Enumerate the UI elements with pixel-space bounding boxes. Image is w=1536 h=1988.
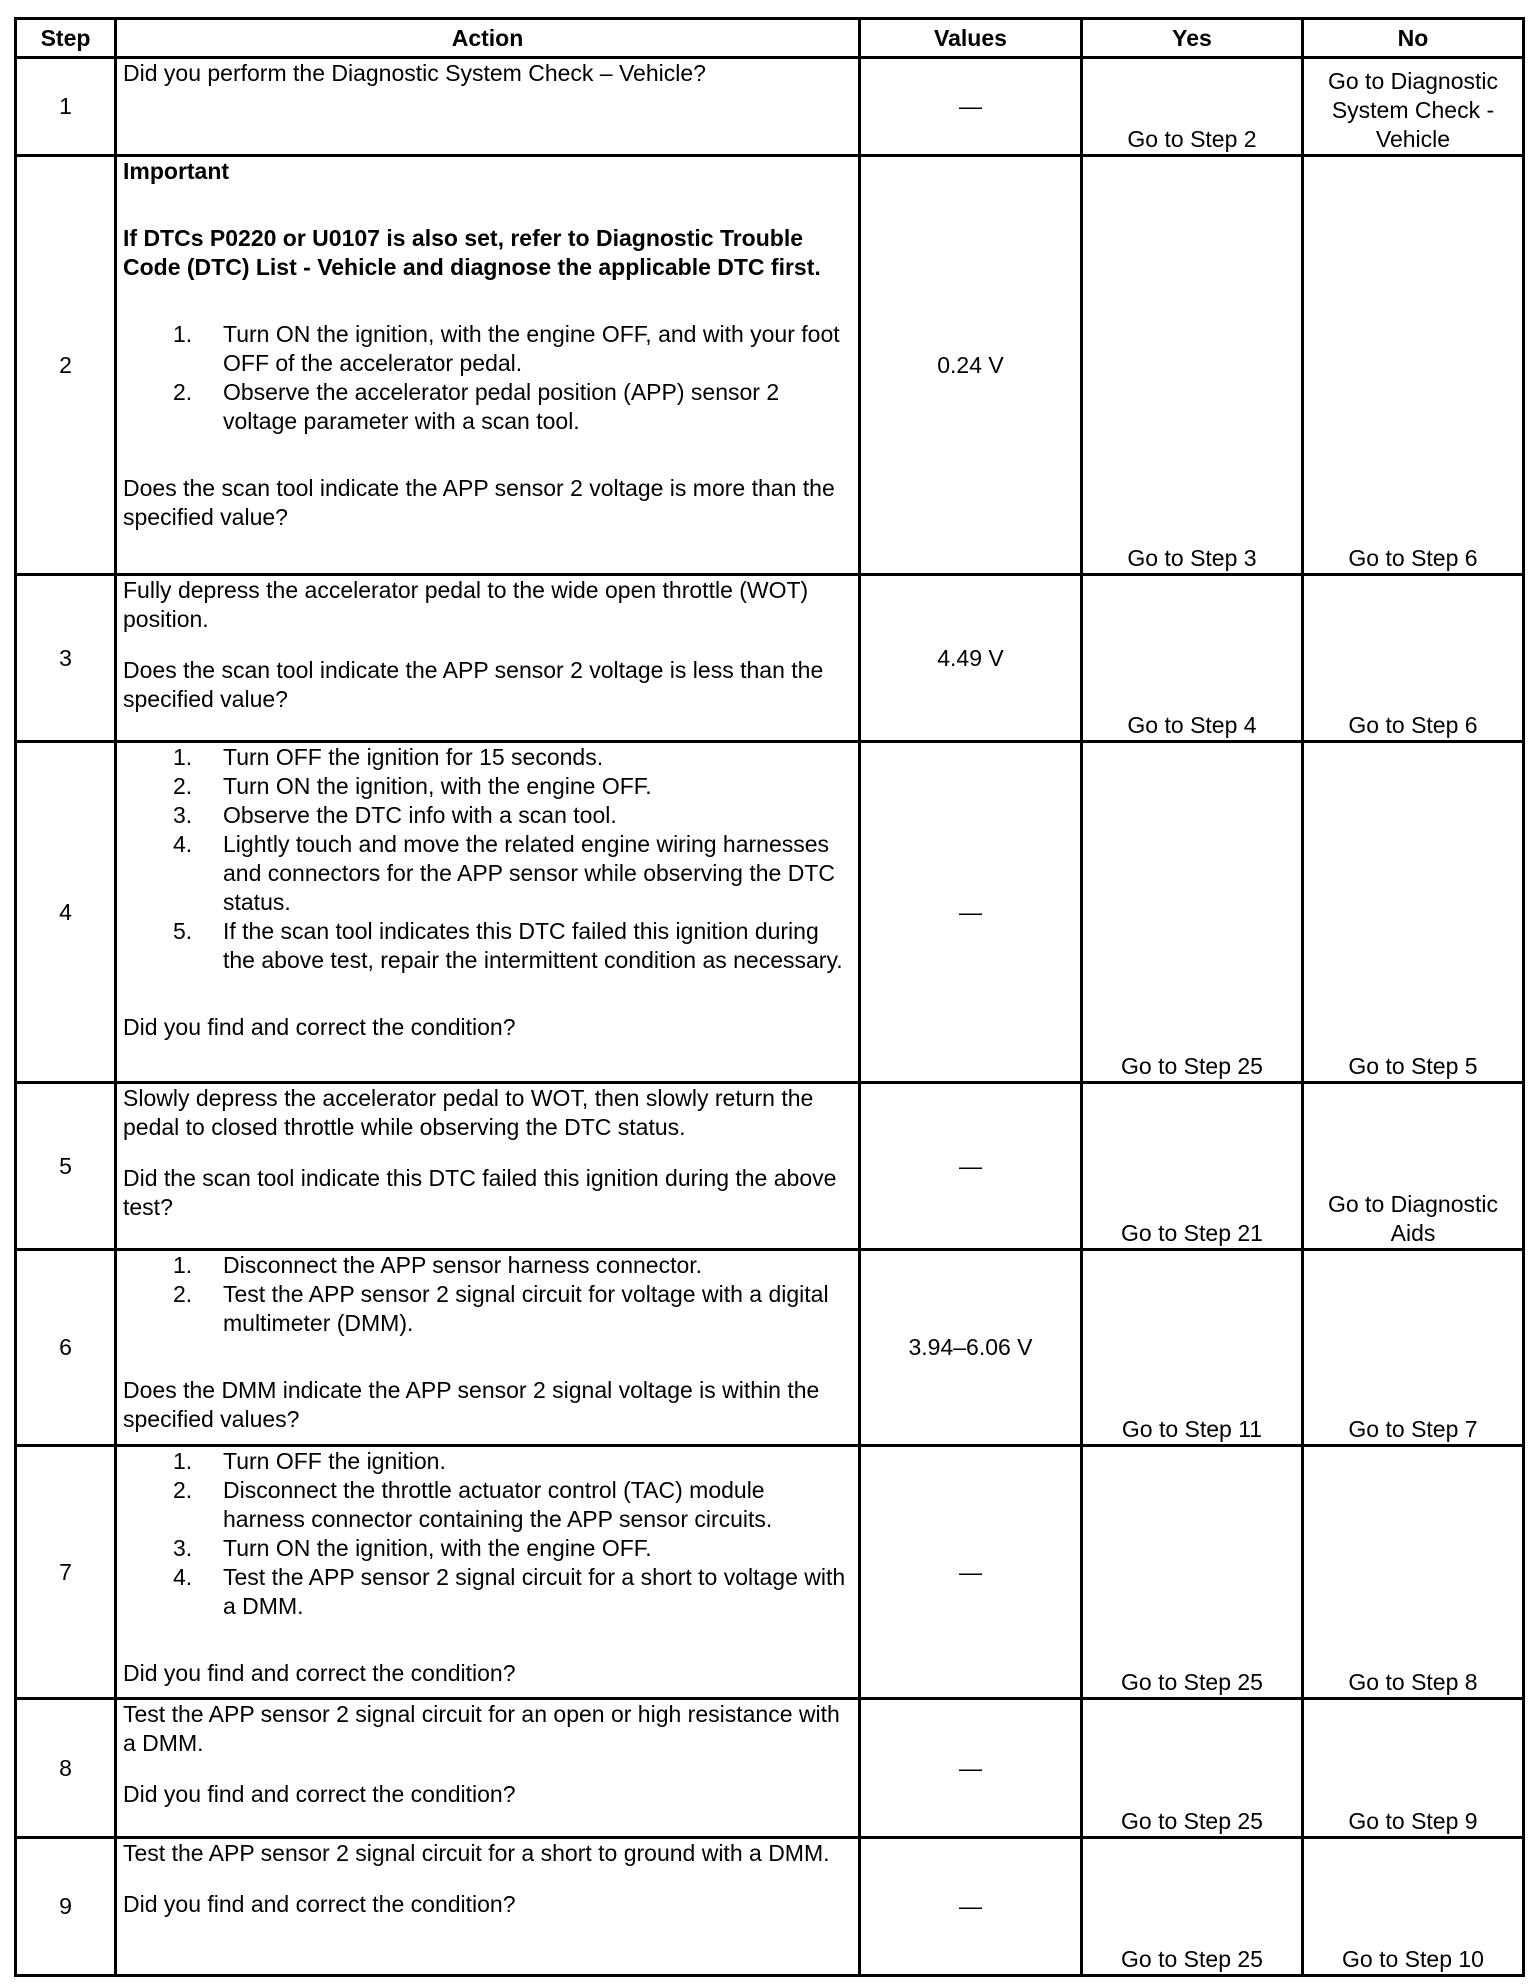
header-action: Action — [116, 19, 860, 58]
action-question: Did you perform the Diagnostic System Check – Vehicle? — [123, 60, 706, 86]
list-item: 5. If the scan tool indicates this DTC failed this ignition during the above test, repair the intermittent condition as necessary. — [173, 918, 843, 974]
step-number: 1 — [16, 58, 116, 156]
value-cell: — — [860, 1837, 1082, 1975]
important-heading: Important — [123, 158, 230, 185]
yes-cell: Go to Step 25 — [1082, 1699, 1303, 1837]
step-number: 7 — [16, 1445, 116, 1699]
value-cell: — — [860, 1445, 1082, 1699]
yes-cell: Go to Step 25 — [1082, 1837, 1303, 1975]
list-item: 2. Test the APP sensor 2 signal circuit for voltage with a digital multimeter (DMM). — [173, 1281, 829, 1337]
table-row-step-8 — [16, 1699, 1524, 1837]
list-item: 1. Turn ON the ignition, with the engine OFF, and with your foot OFF of the accelerator pedal. — [173, 321, 840, 377]
action-cell — [116, 742, 860, 1083]
value-cell: — — [860, 742, 1082, 1083]
action-intro: Fully depress the accelerator pedal to the wide open throttle (WOT) position. — [123, 577, 809, 633]
important-text: If DTCs P0220 or U0107 is also set, refer to Diagnostic Trouble Code (DTC) List - Vehicle and diagnose the applicable DTC first. — [123, 225, 821, 281]
table-row-step-9 — [16, 1837, 1524, 1975]
yes-cell: Go to Step 25 — [1082, 742, 1303, 1083]
list-item: 3. Observe the DTC info with a scan tool. — [173, 802, 617, 829]
action-cell — [116, 1837, 860, 1975]
table-header-row — [16, 19, 1524, 58]
action-cell — [116, 1699, 860, 1837]
action-steps-list — [123, 743, 852, 975]
yes-cell: Go to Step 2 — [1082, 58, 1303, 156]
step-number: 6 — [16, 1250, 116, 1445]
list-item: 3. Turn ON the ignition, with the engine OFF. — [173, 1534, 652, 1561]
table-row-step-1 — [16, 58, 1524, 156]
action-question: Does the scan tool indicate the APP sensor 2 voltage is more than the specified value? — [123, 475, 835, 531]
action-cell — [116, 1445, 860, 1699]
action-intro: Slowly depress the accelerator pedal to WOT, then slowly return the pedal to closed throttle while observing the DTC status. — [123, 1085, 814, 1141]
no-cell: Go to Step 8 — [1303, 1445, 1524, 1699]
action-question: Did the scan tool indicate this DTC failed this ignition during the above test? — [123, 1165, 837, 1221]
list-item: 2. Disconnect the throttle actuator control (TAC) module harness connector containing the APP sensor circuits. — [173, 1476, 773, 1532]
table-row-step-5 — [16, 1083, 1524, 1250]
yes-cell: Go to Step 11 — [1082, 1250, 1303, 1445]
yes-cell: Go to Step 25 — [1082, 1445, 1303, 1699]
list-item: 1. Turn OFF the ignition for 15 seconds. — [173, 744, 604, 771]
table-row-step-2 — [16, 156, 1524, 575]
table-row-step-3 — [16, 575, 1524, 742]
diagnostic-table — [14, 17, 1525, 1977]
header-no: No — [1303, 19, 1524, 58]
action-steps-list — [123, 1251, 852, 1338]
step-number: 4 — [16, 742, 116, 1083]
table-row-step-6 — [16, 1250, 1524, 1445]
action-cell — [116, 1083, 860, 1250]
table-row-step-4 — [16, 742, 1524, 1083]
yes-cell: Go to Step 3 — [1082, 156, 1303, 575]
action-intro: Test the APP sensor 2 signal circuit for an open or high resistance with a DMM. — [123, 1701, 840, 1757]
action-cell — [116, 1250, 860, 1445]
header-yes: Yes — [1082, 19, 1303, 58]
no-cell: Go to Step 6 — [1303, 156, 1524, 575]
header-step: Step — [16, 19, 116, 58]
list-item: 1. Turn OFF the ignition. — [173, 1447, 446, 1474]
no-cell: Go to Diagnostic System Check - Vehicle — [1303, 58, 1524, 156]
list-item: 4. Lightly touch and move the related engine wiring harnesses and connectors for the APP sensor while observing the DTC status. — [173, 831, 835, 916]
value-cell: — — [860, 58, 1082, 156]
yes-cell: Go to Step 21 — [1082, 1083, 1303, 1250]
action-cell — [116, 575, 860, 742]
no-cell: Go to Step 5 — [1303, 742, 1524, 1083]
step-number: 3 — [16, 575, 116, 742]
list-item: 2. Observe the accelerator pedal position (APP) sensor 2 voltage parameter with a scan tool. — [173, 379, 780, 435]
list-item: 4. Test the APP sensor 2 signal circuit for a short to voltage with a DMM. — [173, 1563, 846, 1619]
action-question: Did you find and correct the condition? — [123, 1014, 516, 1041]
value-cell: 4.49 V — [860, 575, 1082, 742]
header-values: Values — [860, 19, 1082, 58]
action-intro: Test the APP sensor 2 signal circuit for a short to ground with a DMM. — [123, 1839, 830, 1866]
step-number: 2 — [16, 156, 116, 575]
no-cell: Go to Step 6 — [1303, 575, 1524, 742]
value-cell: 0.24 V — [860, 156, 1082, 575]
value-cell: 3.94–6.06 V — [860, 1250, 1082, 1445]
table-row-step-7 — [16, 1445, 1524, 1699]
step-number: 5 — [16, 1083, 116, 1250]
action-steps-list — [123, 1447, 852, 1621]
no-cell: Go to Step 9 — [1303, 1699, 1524, 1837]
value-cell: — — [860, 1699, 1082, 1837]
action-question: Does the DMM indicate the APP sensor 2 signal voltage is within the specified values? — [123, 1377, 820, 1433]
step-number: 9 — [16, 1837, 116, 1975]
no-cell: Go to Diagnostic Aids — [1303, 1083, 1524, 1250]
yes-cell: Go to Step 4 — [1082, 575, 1303, 742]
list-item: 2. Turn ON the ignition, with the engine OFF. — [173, 773, 652, 800]
action-steps-list — [123, 320, 852, 436]
action-question: Did you find and correct the condition? — [123, 1890, 516, 1917]
no-cell: Go to Step 10 — [1303, 1837, 1524, 1975]
no-cell: Go to Step 7 — [1303, 1250, 1524, 1445]
action-question: Did you find and correct the condition? — [123, 1781, 516, 1808]
action-cell — [116, 58, 860, 156]
list-item: 1. Disconnect the APP sensor harness connector. — [173, 1252, 703, 1279]
action-cell — [116, 156, 860, 575]
step-number: 8 — [16, 1699, 116, 1837]
action-question: Does the scan tool indicate the APP sensor 2 voltage is less than the specified value? — [123, 657, 824, 713]
action-question: Did you find and correct the condition? — [123, 1659, 516, 1686]
value-cell: — — [860, 1083, 1082, 1250]
